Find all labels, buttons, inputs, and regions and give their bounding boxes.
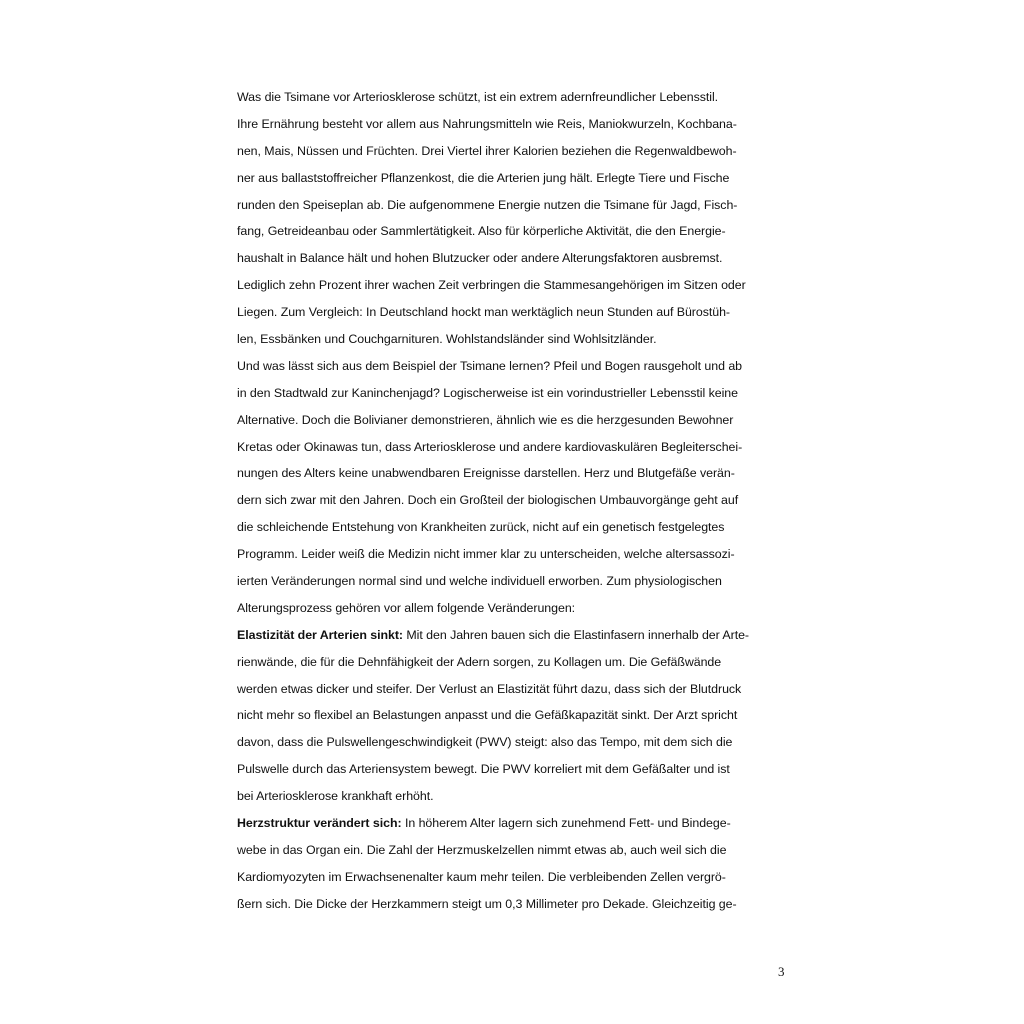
- line-text: ner aus ballaststoffreicher Pflanzenkost, die die Arterien jung hält. Erlegte Tiere und Fische: [237, 170, 730, 185]
- line-text: Pulswelle durch das Arteriensystem bewegt. Die PWV korreliert mit dem Gefäßalter und ist: [237, 762, 730, 777]
- line-text: in den Stadtwald zur Kaninchenjagd? Logischerweise ist ein vorindustrieller Lebensstil keine: [237, 385, 738, 400]
- line-text: fang, Getreideanbau oder Sammlertätigkeit. Also für körperliche Aktivität, die den Energie-: [237, 224, 726, 239]
- text-line: [237, 514, 797, 541]
- line-text: nen, Mais, Nüssen und Früchten. Drei Viertel ihrer Kalorien beziehen die Regenwaldbewoh-: [237, 143, 737, 158]
- text-line: [237, 676, 797, 703]
- line-text: Kardiomyozyten im Erwachsenenalter kaum mehr teilen. Die verbleibenden Zellen vergrö-: [237, 869, 726, 884]
- line-text: Alternative. Doch die Bolivianer demonstrieren, ähnlich wie es die herzgesunden Bewohner: [237, 412, 734, 427]
- page-number: 3: [778, 964, 785, 979]
- line-text: bei Arteriosklerose krankhaft erhöht.: [237, 789, 434, 804]
- text-line: [237, 380, 797, 407]
- bold-heading: Elastizität der Arterien sinkt:: [237, 627, 403, 642]
- text-line: [237, 407, 797, 434]
- text-line: [237, 891, 797, 918]
- text-line: [237, 541, 797, 568]
- text-line: [237, 84, 797, 111]
- text-line: [237, 837, 797, 864]
- text-line: [237, 192, 797, 219]
- line-text: Alterungsprozess gehören vor allem folgende Veränderungen:: [237, 600, 576, 615]
- line-text: Mit den Jahren bauen sich die Elastinfasern innerhalb der Arte-: [403, 627, 750, 642]
- text-line: [237, 649, 797, 676]
- line-text: Lediglich zehn Prozent ihrer wachen Zeit verbringen die Stammesangehörigen im Sitzen oder: [237, 278, 746, 293]
- line-text: werden etwas dicker und steifer. Der Verlust an Elastizität führt dazu, dass sich der Blutdruck: [237, 681, 742, 696]
- text-line: [237, 729, 797, 756]
- bold-heading: Herzstruktur verändert sich:: [237, 816, 402, 831]
- line-text: Und was lässt sich aus dem Beispiel der Tsimane lernen? Pfeil und Bogen rausgeholt und ab: [237, 358, 743, 373]
- text-line: [237, 487, 797, 514]
- text-line: [237, 165, 797, 192]
- text-line: [237, 460, 797, 487]
- line-text: len, Essbänken und Couchgarnituren. Wohlstandsländer sind Wohlsitzländer.: [237, 332, 657, 347]
- text-line: [237, 353, 797, 380]
- line-text: ßern sich. Die Dicke der Herzkammern steigt um 0,3 Millimeter pro Dekade. Gleichzeitig ge-: [237, 896, 737, 911]
- text-line: [237, 702, 797, 729]
- text-line: [237, 864, 797, 891]
- text-line: [237, 245, 797, 272]
- text-line: [237, 272, 797, 299]
- line-text: dern sich zwar mit den Jahren. Doch ein Großteil der biologischen Umbauvorgänge geht auf: [237, 493, 739, 508]
- line-text: ierten Veränderungen normal sind und welche individuell erworben. Zum physiologischen: [237, 574, 722, 589]
- line-text: Ihre Ernährung besteht vor allem aus Nahrungsmitteln wie Reis, Maniokwurzeln, Kochbana-: [237, 116, 737, 131]
- line-text: haushalt in Balance hält und hohen Blutzucker oder andere Alterungsfaktoren ausbremst.: [237, 251, 723, 266]
- text-line: [237, 568, 797, 595]
- line-text: Was die Tsimane vor Arteriosklerose schützt, ist ein extrem adernfreundlicher Lebensstil.: [237, 90, 719, 104]
- text-line: [237, 434, 797, 461]
- line-text: rienwände, die für die Dehnfähigkeit der Adern sorgen, zu Kollagen um. Die Gefäßwände: [237, 654, 722, 669]
- line-text: nungen des Alters keine unabwendbaren Ereignisse darstellen. Herz und Blutgefäße verän-: [237, 466, 735, 481]
- line-text: davon, dass die Pulswellengeschwindigkeit (PWV) steigt: also das Tempo, mit dem sich die: [237, 735, 733, 750]
- text-line: [237, 622, 797, 649]
- text-line: [237, 810, 797, 837]
- line-text: Programm. Leider weiß die Medizin nicht immer klar zu unterscheiden, welche altersassozi-: [237, 547, 735, 562]
- text-line: [237, 111, 797, 138]
- text-line: [237, 218, 797, 245]
- text-line: [237, 326, 797, 353]
- line-text: die schleichende Entstehung von Krankheiten zurück, nicht auf ein genetisch festgelegtes: [237, 520, 725, 535]
- text-line: [237, 299, 797, 326]
- line-text: In höherem Alter lagern sich zunehmend Fett- und Bindege-: [401, 816, 731, 831]
- line-text: runden den Speiseplan ab. Die aufgenommene Energie nutzen die Tsimane für Jagd, Fisch-: [237, 197, 738, 212]
- line-text: Liegen. Zum Vergleich: In Deutschland hockt man werktäglich neun Stunden auf Bürostüh-: [237, 305, 730, 320]
- line-text: webe in das Organ ein. Die Zahl der Herzmuskelzellen nimmt etwas ab, auch weil sich die: [237, 842, 727, 857]
- line-text: nicht mehr so flexibel an Belastungen anpasst und die Gefäßkapazität sinkt. Der Arzt spricht: [237, 708, 738, 723]
- text-line: [237, 756, 797, 783]
- text-line: [237, 138, 797, 165]
- text-line: [237, 783, 797, 810]
- body-text: [237, 84, 797, 918]
- text-line: [237, 595, 797, 622]
- line-text: Kretas oder Okinawas tun, dass Arteriosklerose und andere kardiovaskulären Begleiterschei-: [237, 439, 743, 454]
